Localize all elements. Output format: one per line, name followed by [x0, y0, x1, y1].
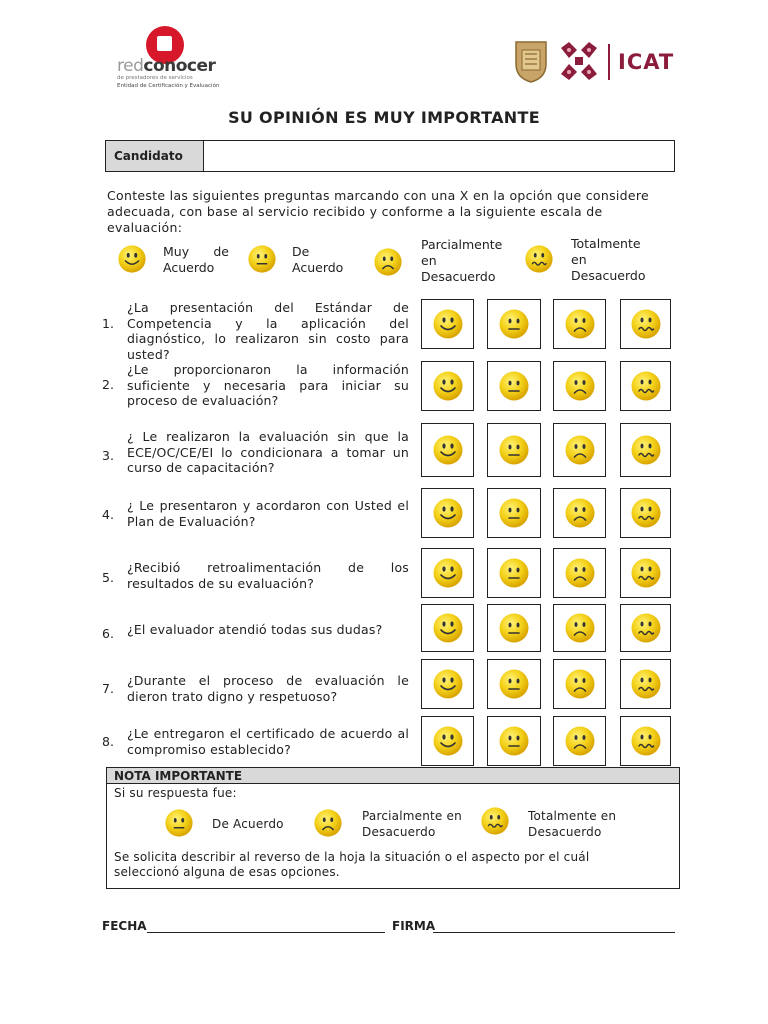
wavy-face-icon	[630, 668, 662, 700]
answer-cell-q6-wavy[interactable]	[620, 604, 671, 652]
question-number: 4.	[102, 507, 114, 522]
scale-label-parcialmente: Parcialmente en Desacuerdo	[421, 237, 503, 284]
happy-face-icon	[432, 725, 464, 757]
answer-cell-q4-happy[interactable]	[421, 488, 474, 538]
scale-label-de-acuerdo: De Acuerdo	[292, 244, 344, 275]
question-text: ¿ Le presentaron y acordaron con Usted el Plan de Evaluación?	[127, 498, 409, 529]
sad-face-icon	[564, 308, 596, 340]
scale-label-muy-de-acuerdo: Muy de Acuerdo	[163, 244, 229, 275]
neutral-face-icon	[498, 308, 530, 340]
answer-cell-q7-neutral[interactable]	[487, 659, 541, 709]
answer-cell-q2-wavy[interactable]	[620, 361, 671, 411]
red-conocer-logo-mark	[157, 36, 172, 51]
answer-cell-q8-happy[interactable]	[421, 716, 474, 766]
icat-logo-text: ICAT	[618, 50, 675, 74]
answer-cell-q1-sad[interactable]	[553, 299, 606, 349]
answer-cell-q2-sad[interactable]	[553, 361, 606, 411]
answer-cell-q5-sad[interactable]	[553, 548, 606, 598]
sad-face-icon	[564, 612, 596, 644]
question-text: ¿La presentación del Estándar de Competencia y la aplicación del diagnóstico, lo realizaron sin costo para usted?	[127, 300, 409, 362]
answer-cell-q3-neutral[interactable]	[487, 423, 541, 477]
happy-face-icon	[432, 434, 464, 466]
wavy-face-icon	[630, 557, 662, 589]
icat-divider	[608, 44, 610, 80]
sad-face-icon	[564, 497, 596, 529]
question-text: ¿Recibió retroalimentación de los resultados de su evaluación?	[127, 560, 409, 591]
answer-cell-q2-happy[interactable]	[421, 361, 474, 411]
note-intro: Si su respuesta fue:	[114, 786, 237, 800]
answer-cell-q1-wavy[interactable]	[620, 299, 671, 349]
neutral-face-icon	[498, 668, 530, 700]
sad-face-icon	[564, 557, 596, 589]
answer-cell-q5-happy[interactable]	[421, 548, 474, 598]
instructions-text: Conteste las siguientes preguntas marcando con una X en la opción que considere adecuada, con base al servicio recibido y conforme a la siguiente escala de evaluación:	[107, 188, 650, 235]
happy-face-icon	[432, 370, 464, 402]
icat-emblem-icon	[557, 40, 601, 82]
note-heading: NOTA IMPORTANTE	[107, 768, 679, 784]
question-text: ¿ Le realizaron la evaluación sin que la ECE/OC/CE/EI lo condicionara a tomar un curso de capacitación?	[127, 429, 409, 475]
neutral-face-icon	[498, 434, 530, 466]
answer-cell-q1-neutral[interactable]	[487, 299, 541, 349]
answer-cell-q6-neutral[interactable]	[487, 604, 541, 652]
answer-cell-q8-neutral[interactable]	[487, 716, 541, 766]
question-text: ¿El evaluador atendió todas sus dudas?	[127, 622, 383, 637]
happy-face-icon	[432, 668, 464, 700]
wavy-face-icon	[630, 725, 662, 757]
red-conocer-logo-text: redconocer	[117, 56, 216, 76]
note-option-parcialmente-line1: Parcialmente en	[362, 809, 462, 823]
wavy-face-icon	[630, 308, 662, 340]
note-option-totalmente-line1: Totalmente en	[528, 809, 617, 823]
answer-cell-q2-neutral[interactable]	[487, 361, 541, 411]
wavy-face-icon	[630, 497, 662, 529]
candidate-label: Candidato	[106, 141, 204, 171]
firma-label: FIRMA	[392, 919, 436, 933]
neutral-face-icon	[498, 725, 530, 757]
answer-cell-q6-happy[interactable]	[421, 604, 474, 652]
answer-cell-q5-neutral[interactable]	[487, 548, 541, 598]
wavy-face-icon	[630, 434, 662, 466]
note-option-parcialmente-line2: Desacuerdo	[362, 825, 436, 839]
happy-face-icon	[432, 557, 464, 589]
question-text: ¿Le entregaron el certificado de acuerdo al compromiso establecido?	[127, 726, 409, 757]
question-text: ¿Le proporcionaron la información suficiente y necesaria para iniciar su proceso de evaluación?	[127, 362, 409, 408]
wavy-face-icon	[630, 370, 662, 402]
answer-cell-q6-sad[interactable]	[553, 604, 606, 652]
answer-cell-q3-wavy[interactable]	[620, 423, 671, 477]
happy-face-icon	[432, 612, 464, 644]
sad-face-icon	[373, 247, 403, 277]
fecha-line[interactable]	[147, 932, 385, 933]
fecha-label: FECHA	[102, 919, 147, 933]
neutral-face-icon	[498, 557, 530, 589]
scale-label-totalmente: Totalmente en Desacuerdo	[571, 236, 646, 283]
note-option-de-acuerdo: De Acuerdo	[212, 817, 284, 831]
question-number: 7.	[102, 681, 114, 696]
firma-line[interactable]	[433, 932, 675, 933]
note-option-totalmente-line2: Desacuerdo	[528, 825, 602, 839]
answer-cell-q7-happy[interactable]	[421, 659, 474, 709]
sad-face-icon	[564, 668, 596, 700]
question-number: 6.	[102, 626, 114, 641]
question-number: 3.	[102, 448, 114, 463]
answer-cell-q4-sad[interactable]	[553, 488, 606, 538]
logo-subtitle: de prestadores de servicios	[117, 75, 193, 81]
wavy-face-icon	[480, 806, 510, 836]
answer-cell-q8-wavy[interactable]	[620, 716, 671, 766]
answer-cell-q1-happy[interactable]	[421, 299, 474, 349]
note-message: Se solicita describir al reverso de la hoja la situación o el aspecto por el cuál seleccionó alguna de esas opciones.	[114, 850, 590, 879]
answer-cell-q7-sad[interactable]	[553, 659, 606, 709]
sad-face-icon	[564, 434, 596, 466]
answer-cell-q4-wavy[interactable]	[620, 488, 671, 538]
happy-face-icon	[117, 244, 147, 274]
sad-face-icon	[564, 370, 596, 402]
answer-cell-q4-neutral[interactable]	[487, 488, 541, 538]
neutral-face-icon	[247, 244, 277, 274]
logo-subtitle-entity: Entidad de Certificación y Evaluación	[117, 83, 220, 89]
question-number: 2.	[102, 377, 114, 392]
wavy-face-icon	[524, 244, 554, 274]
neutral-face-icon	[498, 497, 530, 529]
answer-cell-q8-sad[interactable]	[553, 716, 606, 766]
question-number: 8.	[102, 734, 114, 749]
happy-face-icon	[432, 497, 464, 529]
answer-cell-q3-happy[interactable]	[421, 423, 474, 477]
answer-cell-q5-wavy[interactable]	[620, 548, 671, 598]
sad-face-icon	[564, 725, 596, 757]
page-title: SU OPINIÓN ES MUY IMPORTANTE	[228, 108, 540, 127]
sad-face-icon	[313, 808, 343, 838]
answer-cell-q3-sad[interactable]	[553, 423, 606, 477]
neutral-face-icon	[498, 370, 530, 402]
question-number: 1.	[102, 316, 114, 331]
wavy-face-icon	[630, 612, 662, 644]
question-number: 5.	[102, 570, 114, 585]
question-text: ¿Durante el proceso de evaluación le dieron trato digno y respetuoso?	[127, 673, 409, 704]
neutral-face-icon	[498, 612, 530, 644]
answer-cell-q7-wavy[interactable]	[620, 659, 671, 709]
neutral-face-icon	[164, 808, 194, 838]
coat-of-arms-icon	[514, 40, 548, 84]
happy-face-icon	[432, 308, 464, 340]
